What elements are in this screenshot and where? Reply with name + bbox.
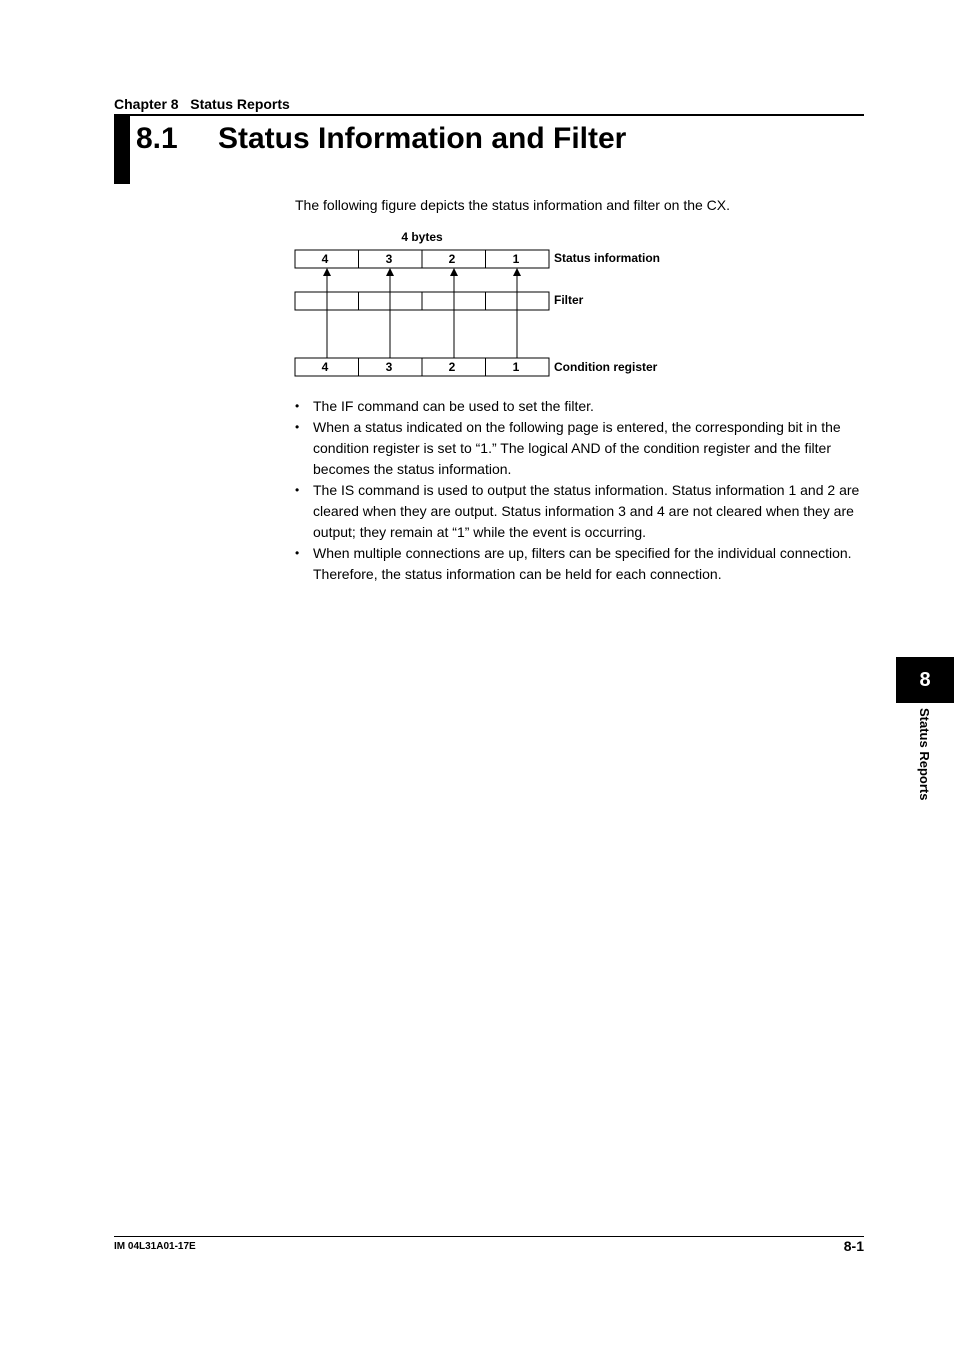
width-label: 4 bytes <box>401 230 443 244</box>
list-item-text: The IF command can be used to set the filter. <box>313 398 594 414</box>
status-information-label: Status information <box>554 251 661 265</box>
status-information-row <box>295 250 549 268</box>
document-id: IM 04L31A01-17E <box>114 1241 196 1252</box>
condition-cell: 4 <box>321 360 329 374</box>
list-item-text: The IS command is used to output the status information. Status information 1 and 2 are cleared when they are output. Status information 3 and 4 are not cleared when they are output; they remain at “1” while the event is occurring. <box>313 482 860 540</box>
status-cell: 4 <box>321 252 329 266</box>
bullet-mark: • <box>295 546 300 560</box>
list-item <box>295 417 865 480</box>
list-item-text: When a status indicated on the following page is entered, the corresponding bit in the condition register is set to “1.” The logical AND of the condition register and the filter becomes the status information. <box>313 419 841 477</box>
page-title: Status Information and Filter <box>218 122 627 155</box>
intro-paragraph: The following figure depicts the status information and filter on the CX. <box>295 197 731 213</box>
page-number: 8-1 <box>843 1238 864 1254</box>
bullet-mark: • <box>295 420 300 434</box>
bullet-mark: • <box>295 399 300 413</box>
list-item <box>295 543 865 585</box>
status-filter-diagram <box>280 225 700 385</box>
condition-register-row <box>295 358 549 376</box>
status-cell: 1 <box>512 252 520 266</box>
list-item-text: When multiple connections are up, filters can be specified for the individual connection. Therefore, the status information can be held for each connection. <box>313 545 852 582</box>
status-cell: 2 <box>448 252 456 266</box>
list-item <box>295 396 865 417</box>
condition-cell: 2 <box>448 360 456 374</box>
bullet-mark: • <box>295 483 300 497</box>
chapter-tab-number: 8 <box>919 668 931 691</box>
filter-label: Filter <box>554 293 584 307</box>
condition-register-label: Condition register <box>554 360 658 374</box>
filter-row <box>295 292 549 310</box>
bullet-list <box>295 396 865 585</box>
condition-cell: 3 <box>385 360 393 374</box>
chapter-tab <box>896 657 954 703</box>
title-bar <box>114 114 130 184</box>
footer-rule <box>114 1236 864 1237</box>
condition-cell: 1 <box>512 360 520 374</box>
header-rule <box>114 114 864 116</box>
chapter-label: Chapter 8 Status Reports <box>114 96 290 112</box>
section-number: 8.1 <box>136 122 178 155</box>
status-cell: 3 <box>385 252 393 266</box>
chapter-tab-label: Status Reports <box>917 708 932 801</box>
list-item <box>295 480 865 543</box>
